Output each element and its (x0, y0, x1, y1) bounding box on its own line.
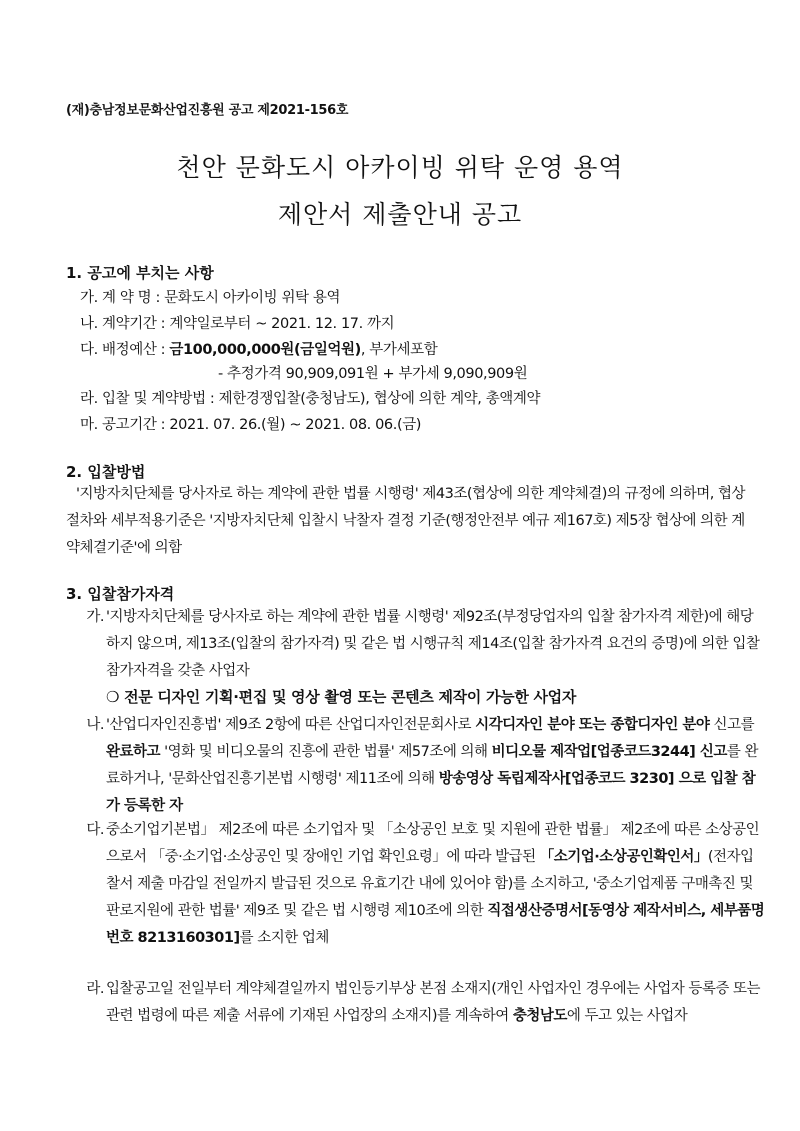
row-label: 마. 공고기간 : (80, 417, 170, 433)
row-label: 나. 계약기간 : (80, 316, 170, 332)
section3-heading: 3. 입찰참가자격 (66, 585, 175, 603)
text-run: (전자입찰서 제출 마감일 전일까지 발급된 것으로 유효기간 내에 있어야 함)를 소지하고, '중소기업제품 구매촉진 및 판로지원에 관한 법률' 제9조 및 같은 법 시행령 제10조에 의한 (106, 849, 754, 919)
bold-run: 시각디자인 분야 또는 종합디자인 분야 (475, 717, 710, 733)
section2-body: '지방자치단체를 당사자로 하는 계약에 관한 법률 시행령' 제43조(협상에 의한 계약체결)의 규정에 의하며, 협상절차와 세부적용기준은 '지방자치단체 입찰시 낙찰자 결정 기준(행정안전부 예규 제167호) 제5장 협상에 의한 계약체결기준'에 의함 (66, 486, 745, 556)
item-text: '지방자치단체를 당사자로 하는 계약에 관한 법률 시행령' 제92조(부정당업자의 입찰 참가자격 제한)에 해당하지 않으며, 제13조(입찰의 참가자격) 및 같은 법 시행규칙 제14조(입찰 참가자격 요건의 증명)에 의한 입찰 참가자격을 갖춘 사업자 (106, 609, 760, 679)
bold-run: 비디오물 제작업[업종코드3244] 신고 (491, 744, 727, 760)
notice-number: (재)충남정보문화산업진흥원 공고 제2021-156호 (66, 103, 349, 118)
item-text (106, 976, 766, 1030)
item-label: 나. (86, 717, 104, 733)
eligibility-item-ra (66, 976, 766, 1024)
row-value: 문화도시 아카이빙 위탁 용역 (164, 290, 341, 306)
row-value: - 추정가격 90,909,091원 + 부가세 9,090,909원 (218, 366, 528, 382)
eligibility-note: ❍ 전문 디자인 기획·편집 및 영상 촬영 또는 콘텐츠 제작이 가능한 사업자 (106, 688, 577, 706)
notice-period-row (80, 413, 421, 434)
contract-name-row (80, 286, 340, 307)
contract-period-row (80, 312, 394, 333)
text-run: 를 소지한 업체 (239, 930, 329, 946)
row-value: 제한경쟁입찰(충청남도), 협상에 의한 계약, 총액계약 (218, 391, 541, 407)
estimated-price-row (218, 362, 527, 383)
bold-run: 「소기업·소상공인확인서」 (539, 849, 708, 865)
text-run: 신고를 (709, 717, 755, 733)
section1-heading: 1. 공고에 부치는 사항 (66, 264, 214, 282)
eligibility-item-na (66, 712, 766, 814)
text-run: '영화 및 비디오물의 진흥에 관한 법률' 제57조에 의해 (160, 744, 492, 760)
page-title: 천안 문화도시 아카이빙 위탁 운영 용역 (176, 153, 624, 182)
row-value-bold: 금100,000,000원(금일억원) (169, 342, 361, 358)
text-run: 를 완료하거나, '문화산업진흥기본법 시행령' 제11조에 의해 (106, 744, 758, 787)
item-label: 다. (86, 822, 104, 838)
text-run: 입찰공고일 전일부터 계약체결일까지 법인등기부상 본점 소재지(개인 사업자인 경우에는 사업자 등록증 또는 관련 법령에 따른 제출 서류에 기재된 사업장의 소재지)를 계속하여 (106, 981, 761, 1024)
row-label: 가. 계 약 명 : (80, 290, 165, 306)
bold-run: 방송영상 독립제작사[업종코드 3230] 으로 입찰 참가 등록한 자 (106, 771, 756, 814)
bold-run: 직접생산증명서[동영상 제작서비스, 세부품명번호 8213160301] (106, 903, 765, 946)
bold-run: 완료하고 (106, 744, 161, 760)
page-subtitle: 제안서 제출안내 공고 (277, 200, 523, 229)
eligibility-item-da (66, 817, 766, 946)
item-label: 가. (86, 609, 104, 625)
bid-method-row (80, 387, 540, 408)
item-text (106, 712, 766, 820)
row-label: 다. 배정예산 : (80, 342, 170, 358)
bold-run: 충청남도 (512, 1008, 567, 1024)
row-value: , 부가세포함 (360, 342, 438, 358)
row-value: 계약일로부터 ~ 2021. 12. 17. 까지 (169, 316, 395, 332)
item-text (106, 817, 766, 952)
text-run: 에 두고 있는 사업자 (566, 1008, 688, 1024)
section2-heading: 2. 입찰방법 (66, 463, 146, 481)
text-run: 중소기업기본법」 제2조에 따른 소기업자 및 「소상공인 보호 및 지원에 관한 법률」 제2조에 따른 소상공인으로서 「중·소기업·소상공인 및 장애인 기업 확인요령」에 따라 발급된 (106, 822, 760, 865)
row-value: 2021. 07. 26.(월) ~ 2021. 08. 06.(금) (169, 417, 422, 433)
budget-row (80, 338, 437, 359)
row-label: 라. 입찰 및 계약방법 : (80, 391, 219, 407)
text-run: '산업디자인진흥법' 제9조 2항에 따른 산업디자인전문회사로 (106, 717, 476, 733)
item-label: 라. (86, 981, 104, 997)
eligibility-item-ga (66, 604, 766, 679)
